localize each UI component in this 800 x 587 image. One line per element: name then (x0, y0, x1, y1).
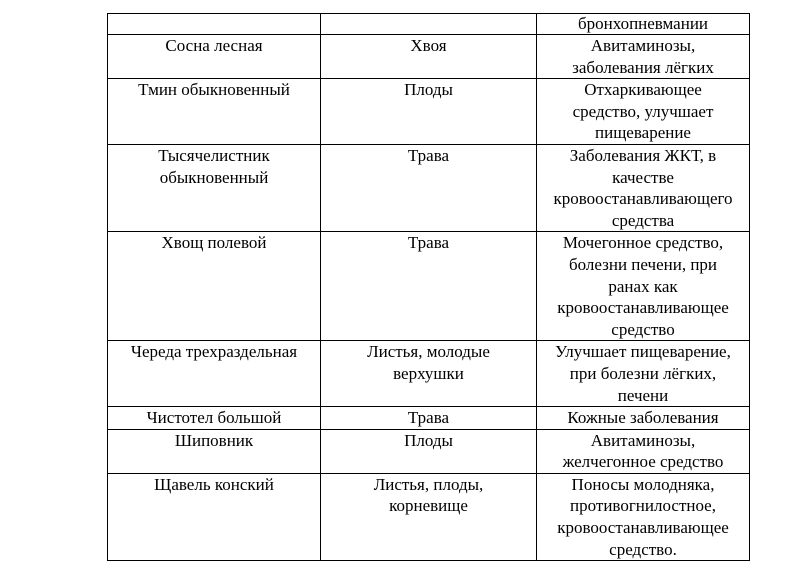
table-row (108, 232, 750, 341)
plant-name-cell: Тмин обыкновенный (108, 79, 321, 145)
plant-use-cell: Кожные заболевания (537, 407, 750, 430)
plant-use-cell: Авитаминозы, желчегонное средство (537, 429, 750, 473)
plant-name-cell: Хвощ полевой (108, 232, 321, 341)
table-row (108, 144, 750, 231)
plant-part-cell: Трава (321, 232, 537, 341)
plant-use-cell: Заболевания ЖКТ, в качестве кровоостанавливающего средства (537, 144, 750, 231)
plant-use-cell: Улучшает пищеварение, при болезни лёгких, печени (537, 341, 750, 407)
plant-name-cell: Тысячелистник обыкновенный (108, 144, 321, 231)
plant-name-cell: Чистотел большой (108, 407, 321, 430)
plant-use-cell: Авитаминозы, заболевания лёгких (537, 35, 750, 79)
plant-part-cell: Трава (321, 144, 537, 231)
plant-name-cell: Череда трехраздельная (108, 341, 321, 407)
plant-part-cell: Хвоя (321, 35, 537, 79)
plant-part-cell: Листья, плоды, корневище (321, 473, 537, 560)
plant-use-cell: бронхопневмании (537, 14, 750, 35)
table-row (108, 407, 750, 430)
plant-name-cell (108, 14, 321, 35)
plant-use-cell: Поносы молодняка, противогнилостное, кровоостанавливающее средство. (537, 473, 750, 560)
plant-part-cell: Плоды (321, 79, 537, 145)
table-row (108, 473, 750, 560)
plant-part-cell (321, 14, 537, 35)
table-row (108, 429, 750, 473)
table-row (108, 341, 750, 407)
table-row (108, 79, 750, 145)
plant-use-cell: Отхаркивающее средство, улучшает пищеварение (537, 79, 750, 145)
table-row (108, 14, 750, 35)
table-row (108, 35, 750, 79)
plant-name-cell: Шиповник (108, 429, 321, 473)
plant-part-cell: Плоды (321, 429, 537, 473)
plant-use-cell: Мочегонное средство, болезни печени, при ранах как кровоостанавливающее средство (537, 232, 750, 341)
plant-part-cell: Листья, молодые верхушки (321, 341, 537, 407)
plant-part-cell: Трава (321, 407, 537, 430)
medicinal-plants-table (107, 13, 750, 561)
plant-name-cell: Щавель конский (108, 473, 321, 560)
plant-name-cell: Сосна лесная (108, 35, 321, 79)
